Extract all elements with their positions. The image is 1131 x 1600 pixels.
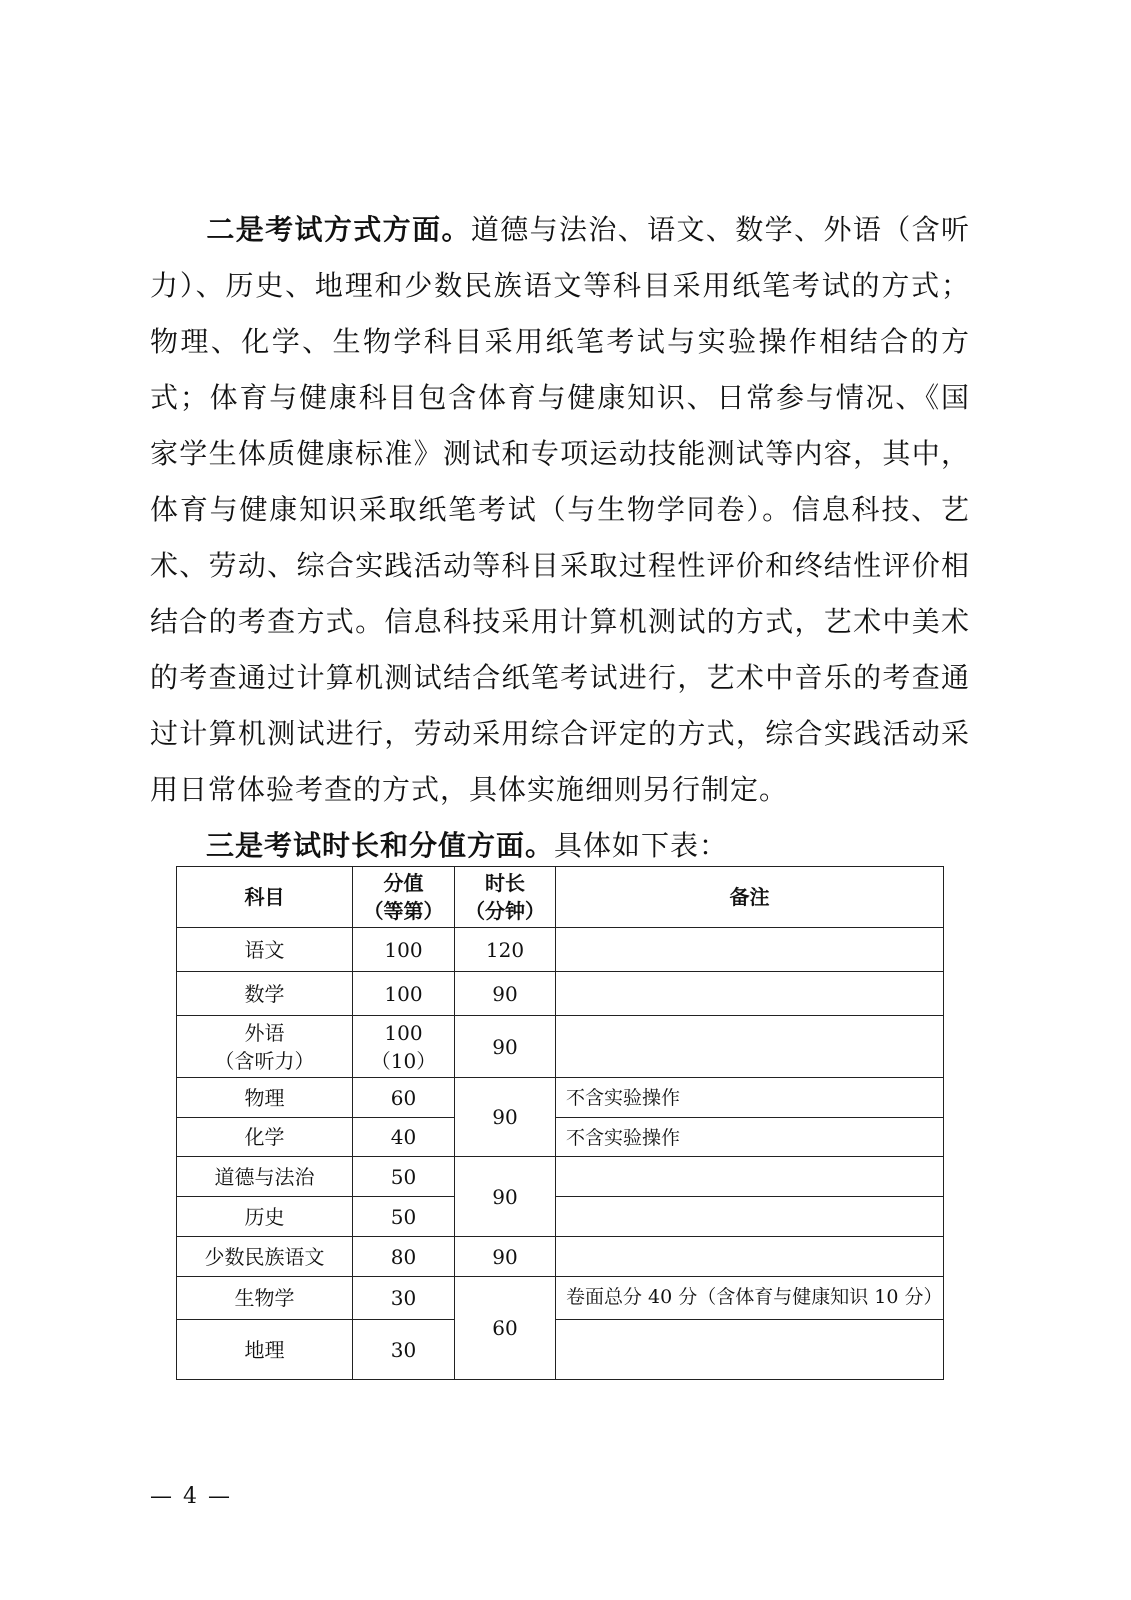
header-subject: 科目	[177, 867, 353, 928]
cell-subject: 化学	[177, 1118, 353, 1157]
cell-duration: 90	[455, 972, 556, 1016]
cell-duration: 120	[455, 928, 556, 972]
cell-note	[556, 1157, 944, 1197]
cell-note	[556, 972, 944, 1016]
header-duration-line1: 时长	[485, 871, 525, 895]
cell-duration: 90	[455, 1016, 556, 1078]
cell-score: 60	[353, 1078, 455, 1118]
cell-subject: 历史	[177, 1197, 353, 1237]
header-note: 备注	[556, 867, 944, 928]
cell-subject: 生物学	[177, 1277, 353, 1320]
cell-subject: 语文	[177, 928, 353, 972]
header-score-line2: （等第）	[363, 899, 444, 923]
cell-note: 卷面总分 40 分（含体育与健康知识 10 分）	[556, 1277, 944, 1320]
table-header-row	[177, 867, 944, 928]
header-duration	[455, 867, 556, 928]
table-row	[177, 1320, 944, 1380]
cell-score	[353, 1016, 455, 1078]
cell-duration: 90	[455, 1157, 556, 1237]
cell-duration: 60	[455, 1277, 556, 1380]
cell-subject	[177, 1016, 353, 1078]
section-2-heading: 二是考试方式方面。	[206, 213, 471, 246]
exam-table	[176, 866, 944, 1380]
page-number: — 4 —	[150, 1484, 232, 1509]
cell-subject-line2: （含听力）	[214, 1048, 315, 1073]
cell-score: 40	[353, 1118, 455, 1157]
cell-score-line2: （10）	[370, 1048, 437, 1073]
cell-score: 100	[353, 928, 455, 972]
table-row	[177, 1157, 944, 1197]
cell-subject: 地理	[177, 1320, 353, 1380]
table-row	[177, 972, 944, 1016]
cell-subject: 道德与法治	[177, 1157, 353, 1197]
cell-note	[556, 928, 944, 972]
cell-score: 50	[353, 1197, 455, 1237]
cell-duration: 90	[455, 1078, 556, 1157]
cell-score: 80	[353, 1237, 455, 1277]
table-row	[177, 1237, 944, 1277]
header-score-line1: 分值	[383, 871, 424, 895]
header-score	[353, 867, 455, 928]
cell-subject: 少数民族语文	[177, 1237, 353, 1277]
cell-subject: 物理	[177, 1078, 353, 1118]
table-row	[177, 1277, 944, 1320]
cell-note	[556, 1320, 944, 1380]
table-row	[177, 928, 944, 972]
cell-duration: 90	[455, 1237, 556, 1277]
table-row	[177, 1016, 944, 1078]
cell-score: 30	[353, 1277, 455, 1320]
cell-subject: 数学	[177, 972, 353, 1016]
table-row	[177, 1078, 944, 1118]
cell-note	[556, 1016, 944, 1078]
cell-note	[556, 1197, 944, 1237]
cell-score: 100	[353, 972, 455, 1016]
cell-note: 不含实验操作	[556, 1118, 944, 1157]
cell-subject-line1: 外语	[244, 1020, 285, 1045]
cell-note: 不含实验操作	[556, 1078, 944, 1118]
cell-score: 50	[353, 1157, 455, 1197]
cell-note	[556, 1237, 944, 1277]
header-duration-line2: （分钟）	[465, 899, 545, 923]
section-2-text: 道德与法治、语文、数学、外语（含听力）、历史、地理和少数民族语文等科目采用纸笔考试的方式；物理、化学、生物学科目采用纸笔考试与实验操作相结合的方式；体育与健康科目包含体育与健康知识、日常参与情况、《国家学生体质健康标准》测试和专项运动技能测试等内容，其中，体育与健康知识采取纸笔考试（与生物学同卷）。信息科技、艺术、劳动、综合实践活动等科目采取过程性评价和终结性评价相结合的考查方式。信息科技采用计算机测试的方式，艺术中美术的考查通过计算机测试结合纸笔考试进行，艺术中音乐的考查通过计算机测试进行，劳动采用综合评定的方式，综合实践活动采用日常体验考查的方式，具体实施细则另行制定。	[150, 213, 970, 806]
table-row	[177, 1118, 944, 1157]
section-2-paragraph	[150, 202, 970, 818]
section-3-text: 具体如下表：	[554, 829, 729, 862]
table-row	[177, 1197, 944, 1237]
cell-score-line1: 100	[384, 1020, 423, 1045]
cell-score: 30	[353, 1320, 455, 1380]
section-3-heading: 三是考试时长和分值方面。	[206, 829, 555, 862]
